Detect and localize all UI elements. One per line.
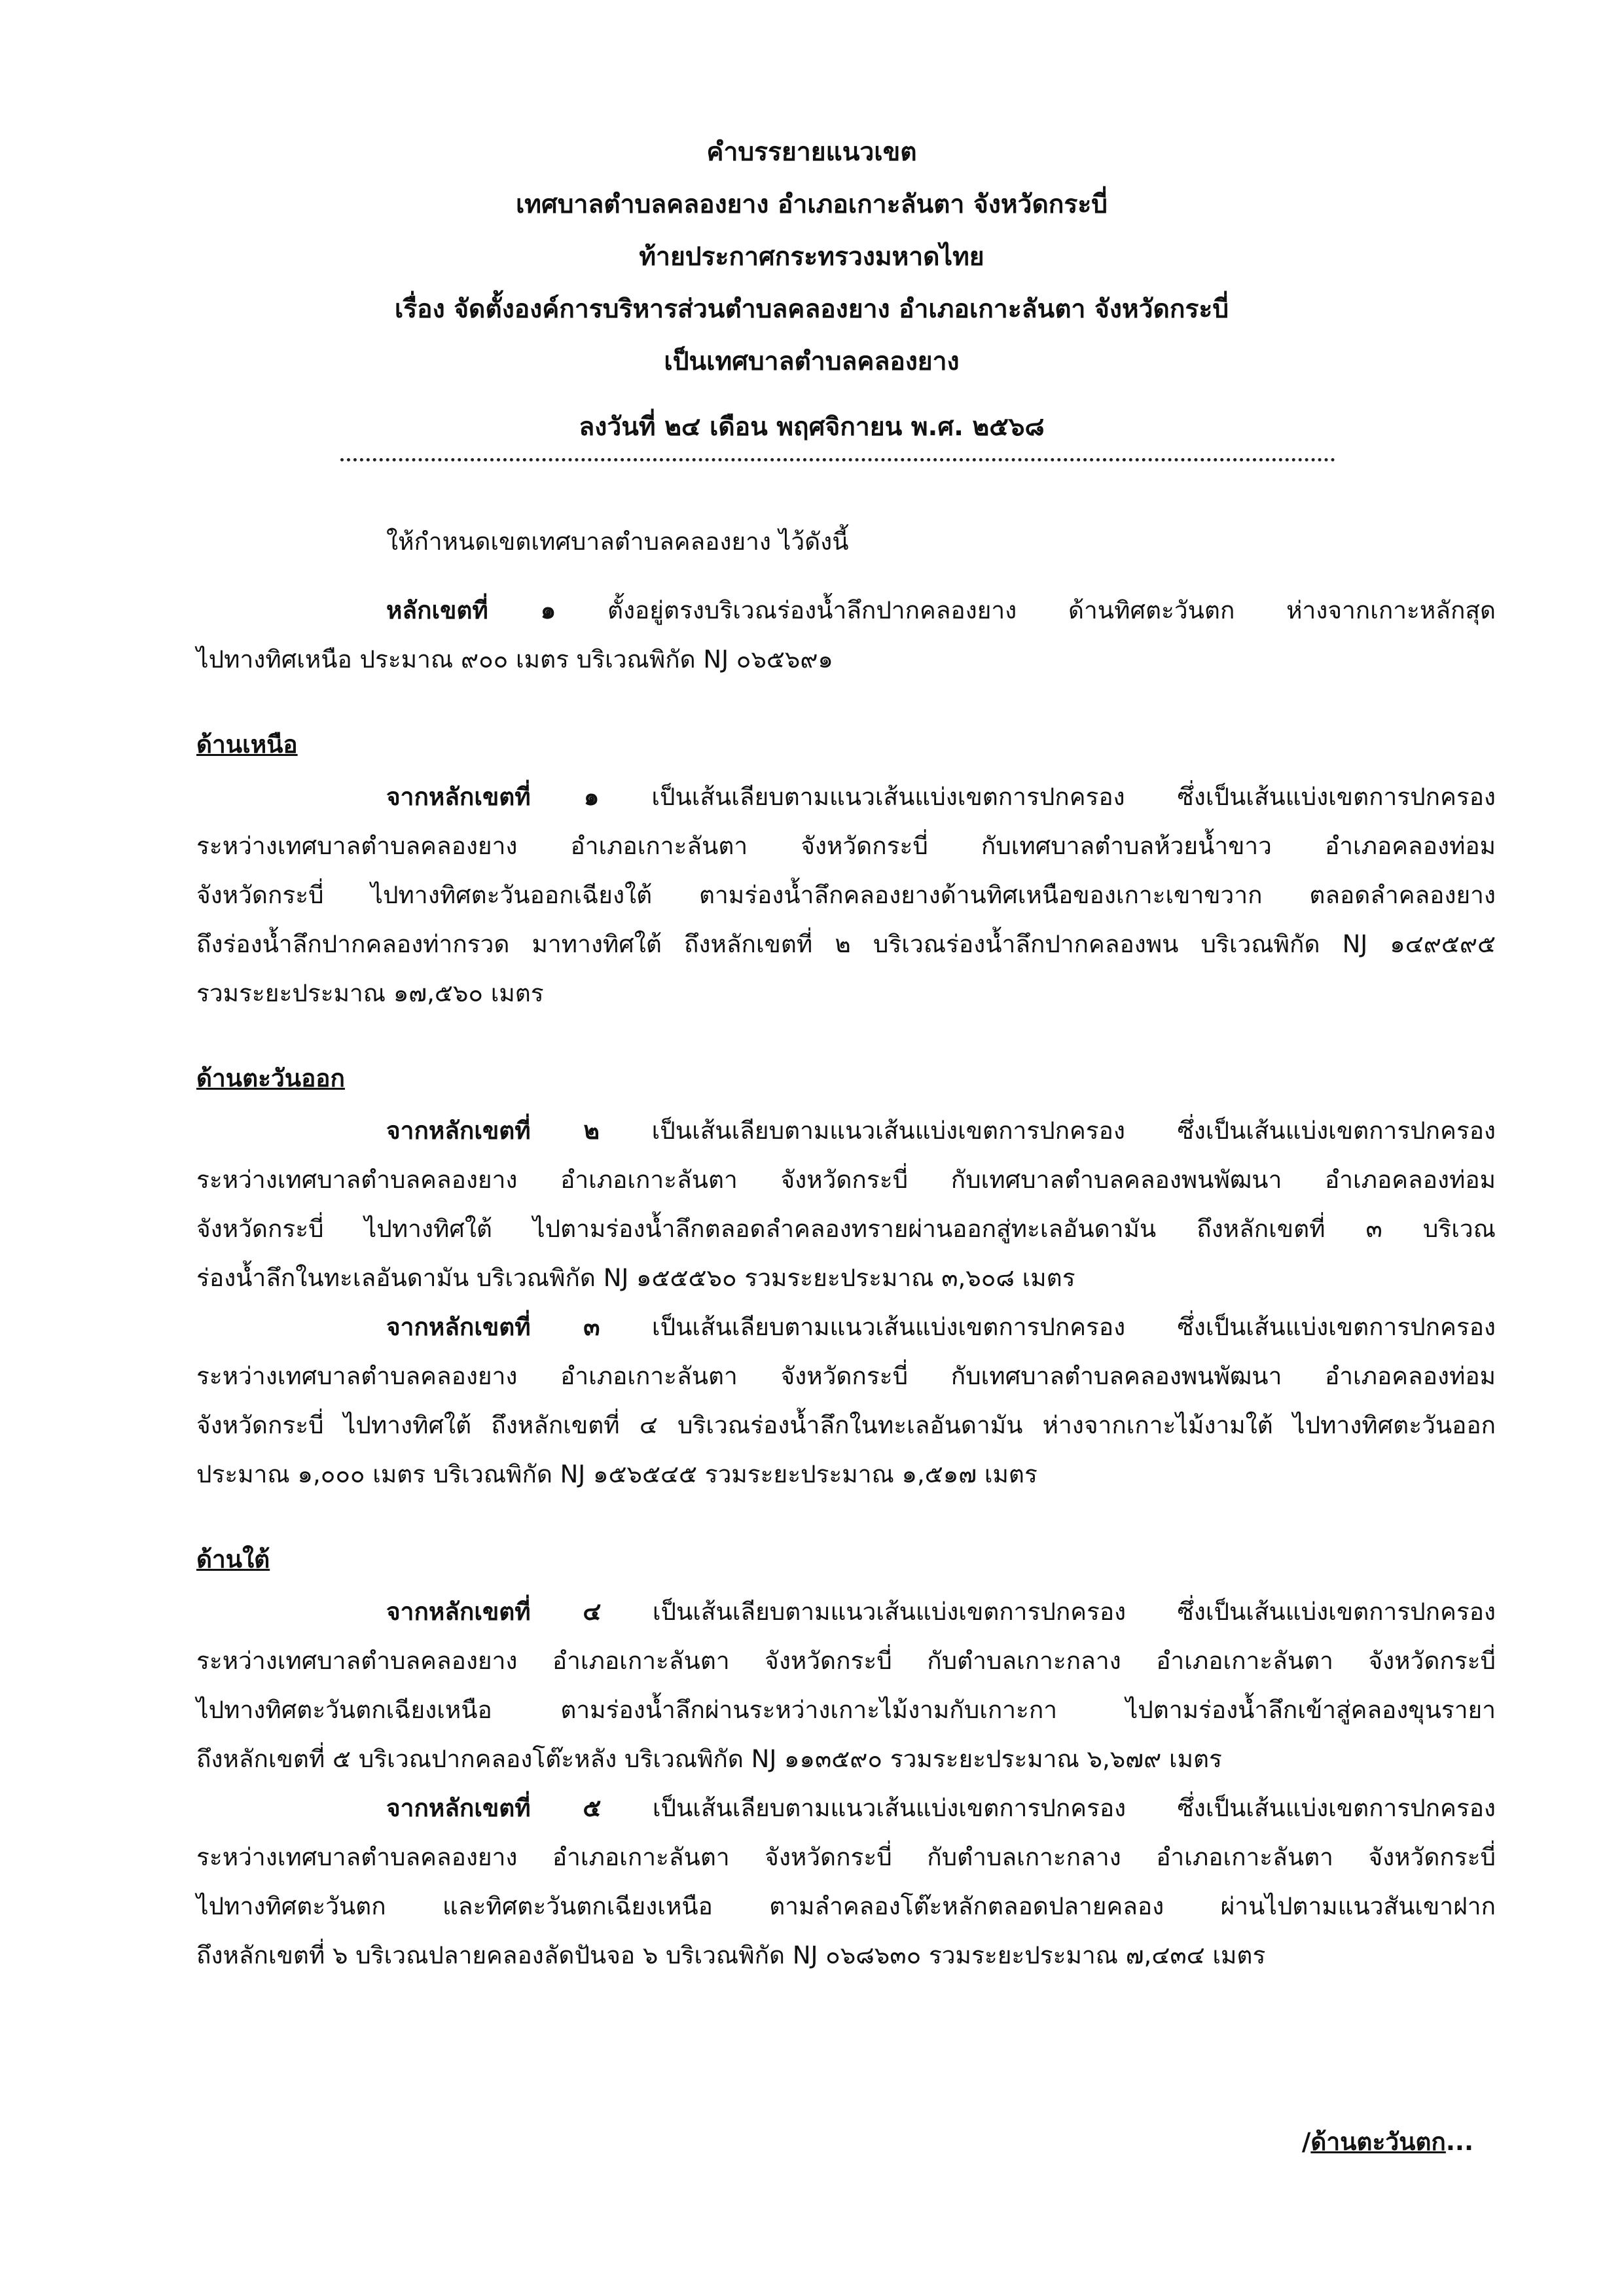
east-p1-line4: ร่องน้ำลึกในทะเลอันดามัน บริเวณพิกัด NJ ๑๕๕๕๖๐ รวมระยะประมาณ ๓,๖๐๘ เมตร [196, 1264, 1075, 1292]
doc-title: คำบรรยายแนวเขต [706, 137, 917, 167]
doc-subtitle-result: เป็นเทศบาลตำบลคลองยาง [664, 347, 960, 376]
north-p1-label: จากหลักเขตที่ ๑ [386, 783, 600, 811]
south-p1-line2: ระหว่างเทศบาลตำบลคลองยาง อำเภอเกาะลันตา จังหวัดกระบี่ กับตำบลเกาะกลาง อำเภอเกาะลันตา จังหวัดกระบี่ [196, 1647, 1496, 1675]
continuation-marker: /ด้านตะวันตก... [1301, 2128, 1473, 2156]
section-heading-south: ด้านใต้ [196, 1545, 270, 1573]
section-heading-north: ด้านเหนือ [196, 730, 298, 759]
south-p2-label: จากหลักเขตที่ ๕ [386, 1794, 602, 1822]
north-p1-line4: ถึงร่องน้ำลึกปากคลองท่ากรวด มาทางทิศใต้ ถึงหลักเขตที่ ๒ บริเวณร่องน้ำลึกปากคลองพน บริเวณพิกัด NJ ๑๔๙๕๙๕ [196, 930, 1496, 958]
doc-date: ลงวันที่ ๒๔ เดือน พฤศจิกายน พ.ศ. ๒๕๖๘ [579, 412, 1045, 442]
east-p1-line1: จากหลักเขตที่ ๒ เป็นเส้นเลียบตามแนวเส้นแบ่งเขตการปกครอง ซึ่งเป็นเส้นแบ่งเขตการปกครอง [386, 1117, 1496, 1145]
intro-text: ให้กำหนดเขตเทศบาลตำบลคลองยาง ไว้ดังนี้ [386, 528, 849, 556]
east-p2-line4: ประมาณ ๑,๐๐๐ เมตร บริเวณพิกัด NJ ๑๕๖๕๔๕ รวมระยะประมาณ ๑,๕๑๗ เมตร [196, 1460, 1038, 1488]
continuation-next-section: ด้านตะวันตก [1310, 2128, 1446, 2156]
marker1-line: หลักเขตที่ ๑ ตั้งอยู่ตรงบริเวณร่องน้ำลึกปากคลองยาง ด้านทิศตะวันตก ห่างจากเกาะหลักสุด [386, 596, 1496, 624]
south-p1-label: จากหลักเขตที่ ๔ [386, 1598, 602, 1626]
east-p2-line3: จังหวัดกระบี่ ไปทางทิศใต้ ถึงหลักเขตที่ ๔ บริเวณร่องน้ำลึกในทะเลอันดามัน ห่างจากเกาะไม้งามใต้ ไปทางทิศตะวันออก [196, 1411, 1496, 1439]
dotted-divider [340, 458, 1335, 461]
east-p2-line2: ระหว่างเทศบาลตำบลคลองยาง อำเภอเกาะลันตา จังหวัดกระบี่ กับเทศบาลตำบลคลองพนพัฒนา อำเภอคลองท่อม [196, 1362, 1496, 1390]
south-p2-line2: ระหว่างเทศบาลตำบลคลองยาง อำเภอเกาะลันตา จังหวัดกระบี่ กับตำบลเกาะกลาง อำเภอเกาะลันตา จังหวัดกระบี่ [196, 1843, 1496, 1871]
north-p1-line1: จากหลักเขตที่ ๑ เป็นเส้นเลียบตามแนวเส้นแบ่งเขตการปกครอง ซึ่งเป็นเส้นแบ่งเขตการปกครอง [386, 783, 1496, 811]
south-p1-line4: ถึงหลักเขตที่ ๕ บริเวณปากคลองโต๊ะหลัง บริเวณพิกัด NJ ๑๑๓๕๙๐ รวมระยะประมาณ ๖,๖๗๙ เมตร [196, 1745, 1222, 1773]
marker1-line2: ไปทางทิศเหนือ ประมาณ ๙๐๐ เมตร บริเวณพิกัด NJ ๐๖๕๖๙๑ [196, 645, 833, 673]
marker1-label: หลักเขตที่ ๑ [386, 596, 556, 624]
north-p1-line2: ระหว่างเทศบาลตำบลคลองยาง อำเภอเกาะลันตา จังหวัดกระบี่ กับเทศบาลตำบลห้วยน้ำขาว อำเภอคลองท่อม [196, 832, 1496, 860]
east-p2-line1: จากหลักเขตที่ ๓ เป็นเส้นเลียบตามแนวเส้นแบ่งเขตการปกครอง ซึ่งเป็นเส้นแบ่งเขตการปกครอง [386, 1313, 1496, 1341]
south-p2-line1: จากหลักเขตที่ ๕ เป็นเส้นเลียบตามแนวเส้นแบ่งเขตการปกครอง ซึ่งเป็นเส้นแบ่งเขตการปกครอง [386, 1794, 1496, 1822]
doc-subtitle-subject: เรื่อง จัดตั้งองค์การบริหารส่วนตำบลคลองยาง อำเภอเกาะลันตา จังหวัดกระบี่ [394, 295, 1229, 324]
doc-subtitle-municipality: เทศบาลตำบลคลองยาง อำเภอเกาะลันตา จังหวัดกระบี่ [515, 190, 1108, 219]
section-heading-east: ด้านตะวันออก [196, 1064, 345, 1092]
east-p1-line3: จังหวัดกระบี่ ไปทางทิศใต้ ไปตามร่องน้ำลึกตลอดลำคลองทรายผ่านออกสู่ทะเลอันดามัน ถึงหลักเขตที่ ๓ บริเวณ [196, 1215, 1496, 1243]
east-p1-label: จากหลักเขตที่ ๒ [386, 1117, 600, 1145]
east-p2-label: จากหลักเขตที่ ๓ [386, 1313, 600, 1341]
doc-subtitle-announcement: ท้ายประกาศกระทรวงมหาดไทย [639, 242, 984, 272]
south-p1-line3: ไปทางทิศตะวันตกเฉียงเหนือ ตามร่องน้ำลึกผ่านระหว่างเกาะไม้งามกับเกาะกา ไปตามร่องน้ำลึกเข้าสู่คลองขุนรายา [196, 1696, 1496, 1724]
east-p1-line2: ระหว่างเทศบาลตำบลคลองยาง อำเภอเกาะลันตา จังหวัดกระบี่ กับเทศบาลตำบลคลองพนพัฒนา อำเภอคลองท่อม [196, 1166, 1496, 1194]
south-p1-line1: จากหลักเขตที่ ๔ เป็นเส้นเลียบตามแนวเส้นแบ่งเขตการปกครอง ซึ่งเป็นเส้นแบ่งเขตการปกครอง [386, 1598, 1496, 1626]
north-p1-line5: รวมระยะประมาณ ๑๗,๕๖๐ เมตร [196, 979, 544, 1007]
south-p2-line4: ถึงหลักเขตที่ ๖ บริเวณปลายคลองลัดปันจอ ๖ บริเวณพิกัด NJ ๐๖๘๖๓๐ รวมระยะประมาณ ๗,๔๓๔ เมตร [196, 1941, 1266, 1969]
south-p2-line3: ไปทางทิศตะวันตก และทิศตะวันตกเฉียงเหนือ ตามลำคลองโต๊ะหลักตลอดปลายคลอง ผ่านไปตามแนวสันเขาฝาก [196, 1892, 1496, 1920]
north-p1-line3: จังหวัดกระบี่ ไปทางทิศตะวันออกเฉียงใต้ ตามร่องน้ำลึกคลองยางด้านทิศเหนือของเกาะเขาขวาก ตลอดลำคลองยาง [196, 881, 1496, 909]
